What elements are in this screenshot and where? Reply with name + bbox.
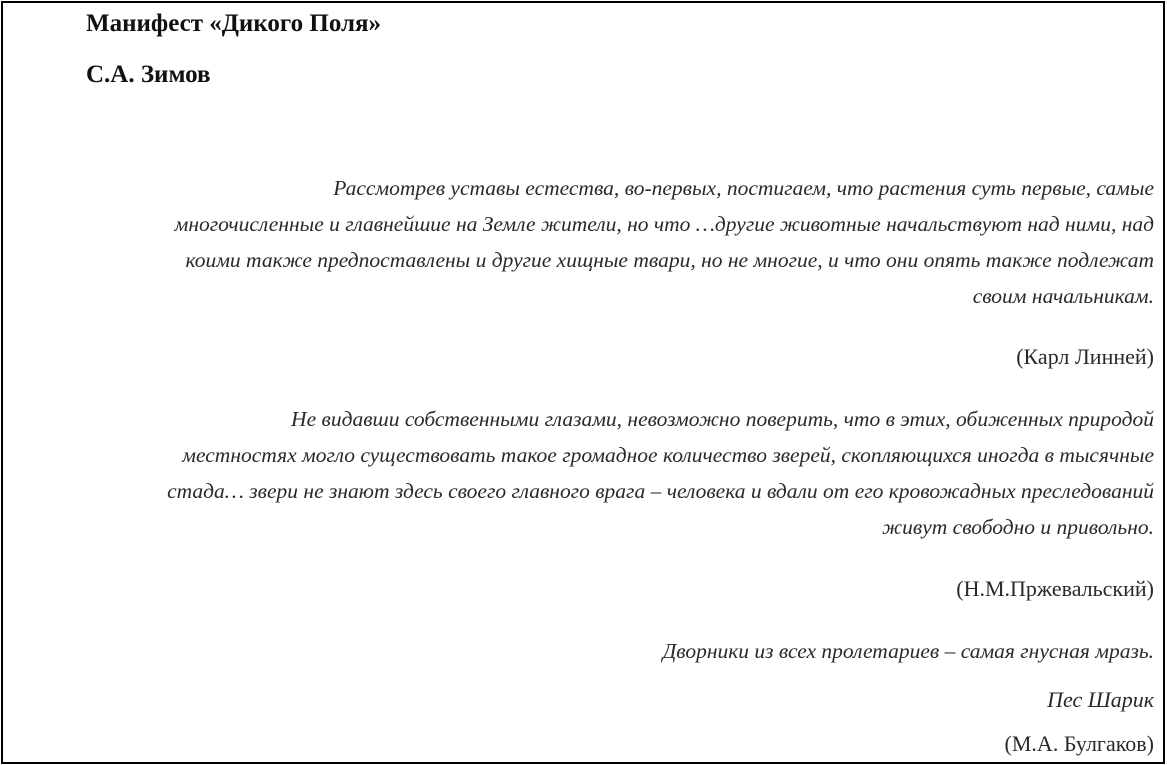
epigraph-line: живут свободно и привольно. xyxy=(882,515,1154,539)
epigraph-bulgakov xyxy=(663,633,1154,669)
epigraph-line: Не видавши собственными глазами, невозможно поверить, что в этих, обиженных природой xyxy=(291,407,1154,431)
epigraph-linnaeus xyxy=(175,170,1154,314)
document-author: С.А. Зимов xyxy=(86,61,211,88)
epigraph-line: коими также предпоставлены и другие хищные твари, но не многие, и что они опять также подлежат xyxy=(185,248,1154,272)
document-title: Манифест «Дикого Поля» xyxy=(86,10,382,37)
attribution-bulgakov: (М.А. Булгаков) xyxy=(1004,731,1154,756)
epigraph-line: Дворники из всех пролетариев – самая гнусная мразь. xyxy=(662,639,1154,663)
epigraph-line: стада… звери не знают здесь своего главного врага – человека и вдали от его кровожадных преследований xyxy=(167,479,1154,503)
document-page xyxy=(1,1,1165,764)
epigraph-przhevalsky xyxy=(167,401,1154,545)
attribution-linnaeus: (Карл Линней) xyxy=(1016,344,1154,369)
epigraph-line: Рассмотрев уставы естества, во-первых, постигаем, что растения суть первые, самые xyxy=(333,176,1154,200)
epigraph-line: своим начальникам. xyxy=(972,284,1154,308)
attribution-przhevalsky: (Н.М.Пржевальский) xyxy=(956,576,1154,601)
epigraph-line: многочисленные и главнейшие на Земле жители, но что …другие животные начальствуют над ними, над xyxy=(174,212,1154,236)
epigraph-speaker: Пес Шарик xyxy=(1047,687,1154,712)
epigraph-line: местностях могло существовать такое громадное количество зверей, скопляющихся иногда в тысячные xyxy=(182,443,1154,467)
